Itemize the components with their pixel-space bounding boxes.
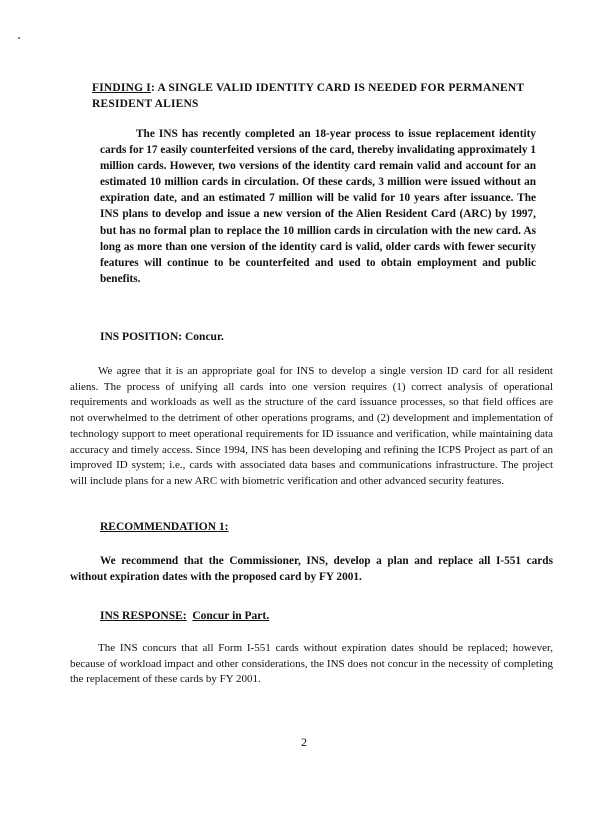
ins-response-value: Concur in Part. — [192, 610, 270, 622]
finding-heading — [92, 80, 542, 112]
recommendation-body: We recommend that the Commissioner, INS, develop a plan and replace all I-551 cards without expiration dates with the proposed card by FY 2001. — [70, 555, 553, 583]
finding-title: : A SINGLE VALID IDENTITY CARD IS NEEDED FOR PERMANENT RESIDENT ALIENS — [92, 82, 525, 110]
ins-response-body: The INS concurs that all Form I-551 cards without expiration dates should be replaced; however, because of workload impact and other considerations, the INS does not concur in the necessity of completing the replacement of these cards by FY 2001. — [70, 642, 553, 686]
finding-label: FINDING I — [92, 82, 151, 94]
scan-speck — [18, 37, 20, 39]
ins-response-heading — [100, 610, 269, 622]
finding-body: The INS has recently completed an 18-year process to issue replacement identity cards for 17 easily counterfeited versions of the card, thereby invalidating approximately 1 million cards. However, two versions of the identity card remain valid and account for an estimated 10 million cards in circulation. Of these cards, 3 million were issued without an expiration date, and an estimated 7 million will be valid for 10 years after issuance. The INS plans to develop and issue a new version of the Alien Resident Card (ARC) by 1997, but has no formal plan to replace the 10 million cards in circulation with the new card. As long as more than one version of the identity card is valid, older cards with fewer security features will continue to be counterfeited and used to obtain employment and public benefits. — [100, 128, 536, 285]
ins-position-heading: INS POSITION: Concur. — [100, 331, 224, 343]
recommendation-heading: RECOMMENDATION 1: — [100, 521, 229, 533]
ins-position-body: We agree that it is an appropriate goal for INS to develop a single version ID card for all resident aliens. The process of unifying all cards into one version requires (1) correct analysis of operational requirements and workloads as well as the structure of the card issuance processes, so that field offices are not overwhelmed to the detriment of other operations programs, and (2) development and implementation of technology support to meet operational requirements for ID issuance and verification, while maintaining data accuracy and timely access. Since 1994, INS has been developing and refining the ICPS Project as part of an improved ID system; i.e., cards with associated data bases and communications infrastructure. The project will include plans for a new ARC with biometric verification and other advanced security features. — [70, 365, 553, 487]
page-number: 2 — [301, 735, 307, 749]
ins-response-label: INS RESPONSE: — [100, 610, 187, 622]
